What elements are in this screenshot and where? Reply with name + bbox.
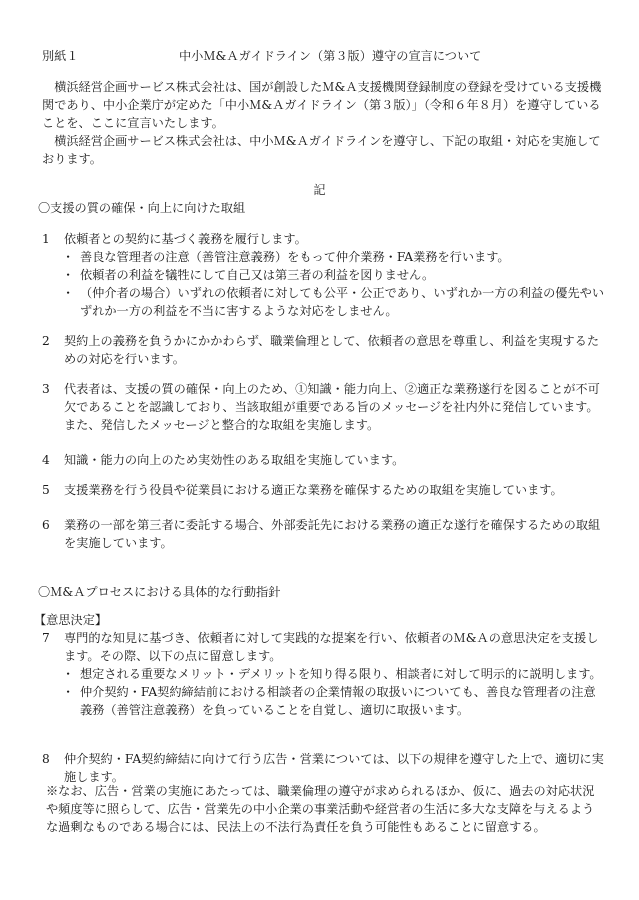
bullet-text: （仲介者の場合）いずれの依頼者に対しても公平・公正であり、いずれか一方の利益の優先やいずれか一方の利益を不当に害するような対応をしません。 [80, 286, 605, 318]
bullet-text: 善良な管理者の注意（善管注意義務）をもって仲介業務・FA業務を行います。 [80, 250, 510, 264]
bullet-mark: ・ [62, 250, 75, 264]
item-number: 5 [42, 483, 50, 497]
item-text: 契約上の義務を負うかにかかわらず、職業倫理として、依頼者の意思を尊重し、利益を実現するための対応を行います。 [64, 334, 600, 366]
item-text: 代表者は、支援の質の確保・向上のため、①知識・能力向上、②適正な業務遂行を図ることが不可欠であることを認識しており、当該取組が重要である旨のメッセージを社内外に発信しています。また、発信したメッセージと整合的な取組を実施します。 [64, 382, 600, 432]
section-heading-ma-process: 〇Ｍ&Ａプロセスにおける具体的な行動指針 [38, 585, 281, 599]
document-title: 中小Ｍ&Ａガイドライン（第３版）遵守の宣言について [179, 49, 482, 63]
list-item-7 [42, 629, 607, 719]
bullet-item [62, 248, 607, 266]
bullet-item [62, 665, 607, 683]
bullet-mark: ・ [62, 685, 75, 699]
bullet-text: 依頼者の利益を犠牲にして自己又は第三者の利益を図りません。 [80, 268, 435, 282]
list-item-3 [42, 380, 607, 434]
bullet-text: 仲介契約・FA契約締結前における相談者の企業情報の取扱いについても、善良な管理者の注意義務（善管注意義務）を負っていることを自覚し、適切に取扱います。 [80, 685, 596, 717]
document-header [42, 47, 602, 65]
item-number: 7 [42, 631, 50, 645]
bullet-mark: ・ [62, 268, 75, 282]
bullet-item [62, 266, 607, 284]
item-text: 支援業務を行う役員や従業員における適正な業務を確保するための取組を実施しています。 [64, 483, 563, 497]
list-item-5 [42, 481, 607, 499]
list-item-4 [42, 451, 607, 469]
subheading-decision-making: 【意思決定】 [34, 613, 108, 627]
item-number: 6 [42, 518, 50, 532]
list-item-8 [42, 750, 607, 786]
item-text: 業務の一部を第三者に委託する場合、外部委託先における業務の適正な遂行を確保するための取組を実施しています。 [64, 518, 601, 550]
item-text: 専門的な知見に基づき、依頼者に対して実践的な提案を行い、依頼者のＭ&Ａの意思決定を支援します。その際、以下の点に留意します。 [64, 631, 599, 663]
section-heading-support-quality: 〇支援の質の確保・向上に向けた取組 [38, 201, 246, 215]
attachment-label: 別紙１ [42, 49, 79, 63]
list-item-2 [42, 332, 607, 368]
item-number: 3 [42, 382, 50, 396]
ki-marker: 記 [313, 183, 326, 197]
bullet-mark: ・ [62, 667, 75, 681]
item-number: 2 [42, 334, 50, 348]
item-number: 8 [42, 752, 50, 766]
item-text: 依頼者との契約に基づく義務を履行します。 [64, 232, 307, 246]
list-item-1 [42, 230, 607, 320]
item-text: 知識・能力の向上のため実効性のある取組を実施しています。 [64, 453, 405, 467]
bullet-item [62, 284, 607, 320]
intro-paragraph-2: 横浜経営企画サービス株式会社は、中小Ｍ&Ａガイドラインを遵守し、下記の取組・対応を実施しております。 [42, 134, 601, 166]
bullet-text: 想定される重要なメリット・デメリットを知り得る限り、相談者に対して明示的に説明します。 [80, 667, 602, 681]
list-item-6 [42, 516, 607, 552]
intro-paragraph-1: 横浜経営企画サービス株式会社は、国が創設したＭ&Ａ支援機関登録制度の登録を受けている支援機関であり、中小企業庁が定めた「中小Ｍ&Ａガイドライン（第３版）」（令和６年８月）を遵守していることを、ここに宣言いたします。 [42, 80, 602, 130]
item-number: 4 [42, 453, 50, 467]
bullet-item [62, 683, 607, 719]
item-text: 仲介契約・FA契約締結に向けて行う広告・営業については、以下の規律を遵守した上で、適切に実施します。 [64, 752, 604, 784]
bullet-mark: ・ [62, 286, 75, 300]
note-paragraph: ※なお、広告・営業の実施にあたっては、職業倫理の遵守が求められるほか、仮に、過去の対応状況や頻度等に照らして、広告・営業先の中小企業の事業活動や経営者の生活に多大な支障を与えるような過剰なものである場合には、民法上の不法行為責任を負う可能性もあることに留意する。 [46, 784, 595, 834]
item-number: 1 [42, 232, 50, 246]
